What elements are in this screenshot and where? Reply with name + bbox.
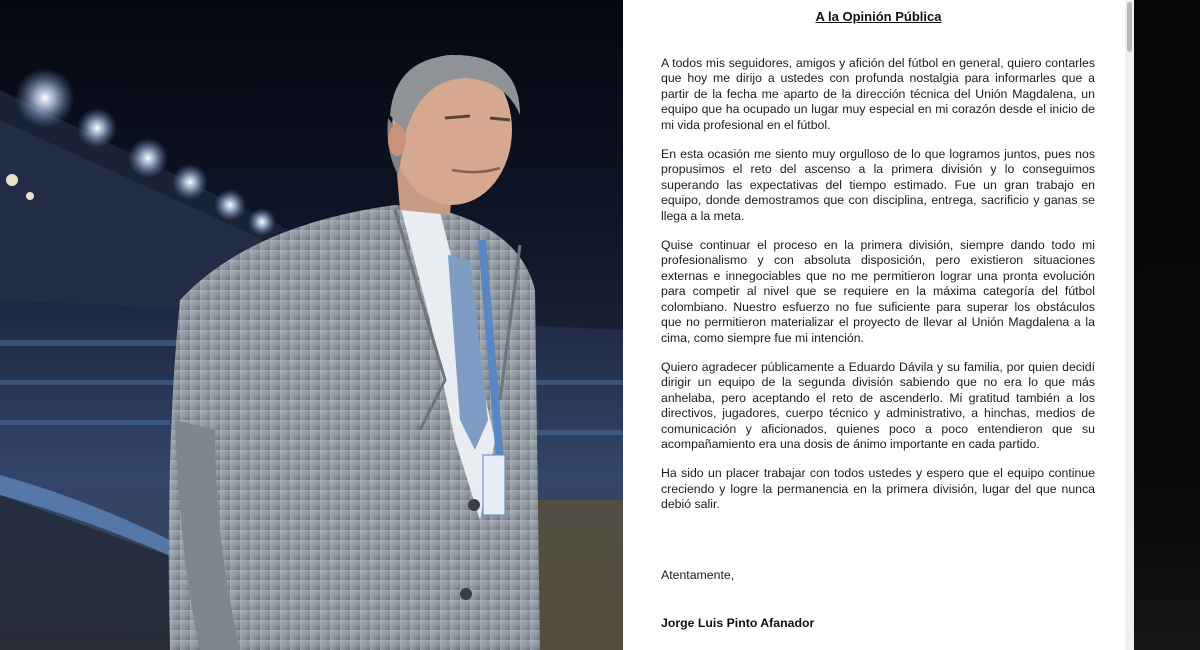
press-statement-document [623, 0, 1134, 650]
scrollbar-thumb[interactable] [1127, 2, 1132, 52]
paragraph: Quise continuar el proceso en la primera división, siempre dando todo mi profesionalismo y con absoluta disposición, pero existieron situaciones externas e innegociables que no me permitieron lograr una pronta evolución para competir al nivel que se requiere en la máxima categoría del fútbol colombiano. Nuestro esfuerzo no fue suficiente para superar los obstáculos que no permitieron materializar el proyecto de llevar al Unión Magdalena a la cima, como siempre fue mi intención. [661, 238, 1095, 345]
paragraph: A todos mis seguidores, amigos y afición del fútbol en general, quiero contarles que hoy me dirijo a ustedes con profunda nostalgia para informarles que a partir de la fecha me aparto de la dirección técnica del Unión Magdalena, un equipo que ha ocupado un lugar muy especial en mi corazón desde el inicio de mi vida profesional en el fútbol. [661, 56, 1095, 132]
paragraph: Quiero agradecer públicamente a Eduardo Dávila y su familia, por quien decidí dirigir un equipo de la segunda división sabiendo que no era lo que más anhelaba, pero aceptando el reto de ascenderlo. Mi gratitud también a los directivos, jugadores, cuerpo técnico y administrativo, a hinchas, medios de comunicación y aficionados, quienes poco a poco entendieron que su acompañamiento era una dosis de ánimo importante en cada partido. [661, 359, 1095, 451]
signature-name: Jorge Luis Pinto Afanador [661, 616, 815, 630]
closing-salutation: Atentamente, [661, 568, 735, 582]
document-scrollbar[interactable] [1125, 0, 1134, 650]
paragraph: En esta ocasión me siento muy orgulloso de lo que logramos juntos, pues nos propusimos el reto del ascenso a la primera división y lo conseguimos superando las expectativas del tiempo estimado. Fue un gran trabajo en equipo, donde demostramos que con disciplina, entrega, sacrificio y ganas se llega a la meta. [661, 147, 1095, 223]
coach-figure [169, 55, 540, 650]
document-body [661, 56, 1095, 527]
document-title: A la Opinión Pública [815, 9, 942, 24]
dark-background-strip [1134, 0, 1200, 650]
paragraph: Ha sido un placer trabajar con todos ustedes y espero que el equipo continue creciendo y logre la permanencia en la primera división, lugar del que nunca debió salir. [661, 466, 1095, 512]
